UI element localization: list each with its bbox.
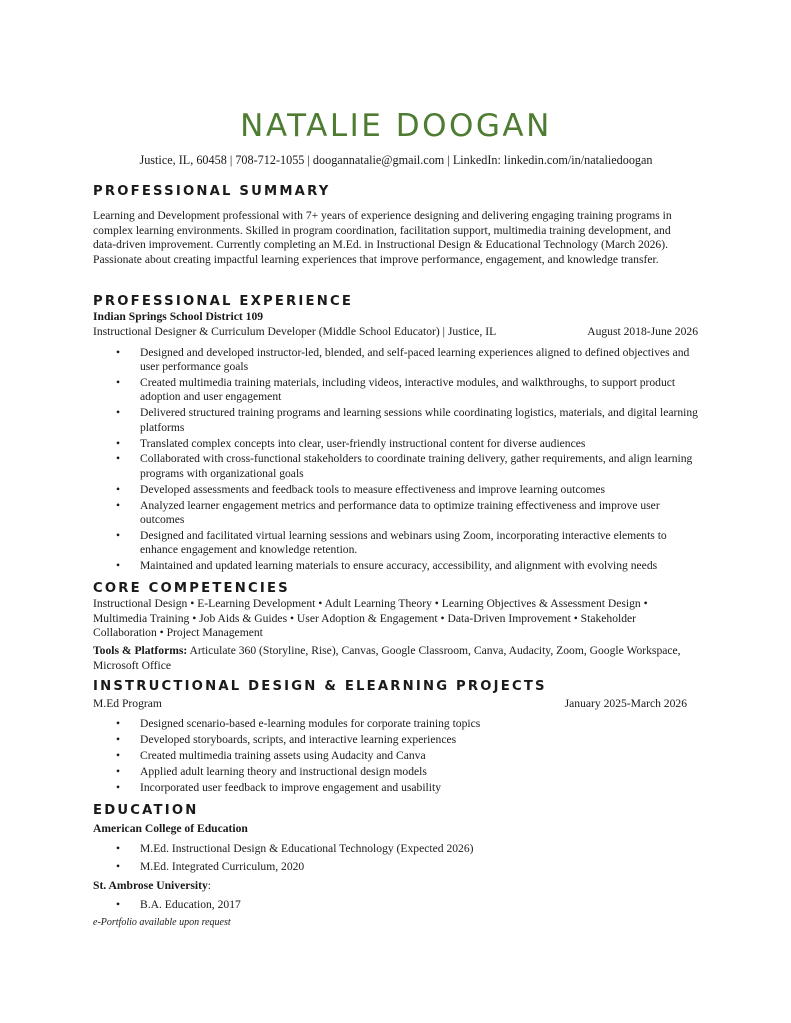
list-item: • Collaborated with cross-functional stakeholders to coordinate training delivery, gather requirements, and align learning programs with organizational goals [116, 452, 693, 480]
bullet-icon: • [116, 764, 121, 778]
bullet-icon: • [116, 780, 121, 794]
portfolio-note: e-Portfolio available upon request [93, 917, 231, 928]
bullet-icon: • [116, 860, 121, 874]
school1-degrees [93, 842, 699, 876]
list-item: • B.A. Education, 2017 [116, 898, 241, 911]
list-item: • Designed and developed instructor-led, blended, and self-paced learning experiences aligned to defined objectives and user performance goals [116, 346, 690, 374]
school-name-2: St. Ambrose University: [93, 879, 211, 892]
bullet-icon: • [116, 436, 121, 450]
bullet-icon: • [116, 376, 121, 390]
competencies-heading: CORE COMPETENCIES [93, 581, 290, 596]
tools-text: Articulate 360 (Storyline, Rise), Canvas, Google Classroom, Canva, Audacity, Zoom, Google Workspace, Microsoft Office [93, 644, 681, 672]
list-item: • Translated complex concepts into clear, user-friendly instructional content for diverse audiences [116, 436, 586, 450]
list-item: • M.Ed. Integrated Curriculum, 2020 [116, 860, 305, 874]
list-item: • Incorporated user feedback to improve engagement and usability [116, 780, 442, 794]
role-title: Instructional Designer & Curriculum Developer (Middle School Educator) | Justice, IL [93, 325, 497, 338]
list-item: • Developed assessments and feedback tools to measure effectiveness and improve learning outcomes [116, 482, 605, 496]
role-row [93, 325, 699, 338]
experience-heading: PROFESSIONAL EXPERIENCE [93, 294, 354, 309]
tools-line [93, 644, 693, 673]
bullet-icon: • [116, 842, 121, 855]
bullet-icon: • [116, 346, 121, 359]
competencies-text: Instructional Design • E-Learning Development • Adult Learning Theory • Learning Objectives & Assessment Design • Multimedia Training • Job Aids & Guides • User Adoption & Engagement • Data-Driven Improvement • Stakeholder Collaboration • Project Management [93, 597, 648, 640]
list-item: • Developed storyboards, scripts, and interactive learning experiences [116, 732, 457, 746]
program-dates: January 2025-March 2026 [564, 697, 687, 710]
program-name: M.Ed Program [93, 697, 162, 710]
list-item: • Designed scenario-based e-learning modules for corporate training topics [116, 717, 481, 730]
list-item: • Applied adult learning theory and instructional design models [116, 764, 427, 778]
list-item: • Maintained and updated learning materials to ensure accuracy, accessibility, and alignment with evolving needs [116, 558, 658, 572]
school-name: American College of Education [93, 822, 248, 835]
bullet-icon: • [116, 498, 121, 512]
projects-heading: INSTRUCTIONAL DESIGN & ELEARNING PROJECTS [93, 679, 547, 694]
experience-bullets [93, 346, 699, 575]
role-dates: August 2018-June 2026 [587, 325, 698, 338]
employer-name: Indian Springs School District 109 [93, 310, 264, 323]
list-item: • Created multimedia training assets using Audacity and Canva [116, 748, 426, 762]
education-heading: EDUCATION [93, 803, 199, 818]
bullet-icon: • [116, 482, 121, 496]
projects-row [93, 697, 699, 710]
bullet-icon: • [116, 452, 121, 466]
summary-text: Learning and Development professional with 7+ years of experience designing and delivering engaging training programs in complex learning environments. Skilled in program coordination, facilitation support, multimedia training development, and data-driven improvement. Currently completing an M.Ed. in Instructional Design & Educational Technology (March 2026). Passionate about creating impactful learning experiences that improve performance, engagement, and knowledge transfer. [93, 209, 672, 266]
candidate-name: NATALIE DOOGAN [240, 108, 552, 144]
project-bullets [93, 717, 699, 796]
bullet-icon: • [116, 898, 121, 911]
bullet-icon: • [116, 406, 121, 420]
bullet-icon: • [116, 528, 121, 542]
list-item: • M.Ed. Instructional Design & Educational Technology (Expected 2026) [116, 842, 474, 855]
summary-heading: PROFESSIONAL SUMMARY [93, 184, 331, 199]
bullet-icon: • [116, 748, 121, 762]
school2-degrees [93, 898, 699, 914]
bullet-icon: • [116, 732, 121, 746]
list-item: • Delivered structured training programs and learning sessions while coordinating logistics, materials, and digital learning platforms [116, 406, 698, 434]
list-item: • Created multimedia training materials, including videos, interactive modules, and walkthroughs, to support product adoption and user engagement [116, 376, 676, 404]
bullet-icon: • [116, 717, 121, 730]
tools-label: Tools & Platforms: [93, 644, 188, 657]
bullet-icon: • [116, 558, 121, 572]
contact-line: Justice, IL, 60458 | 708-712-1055 | doogannatalie@gmail.com | LinkedIn: linkedin.com/in/nataliedoogan [139, 153, 653, 167]
list-item: • Analyzed learner engagement metrics and performance data to optimize training effectiveness and improve user outcomes [116, 498, 660, 526]
list-item: • Designed and facilitated virtual learning sessions and webinars using Zoom, incorporating interactive elements to enhance engagement and knowledge retention. [116, 528, 667, 557]
